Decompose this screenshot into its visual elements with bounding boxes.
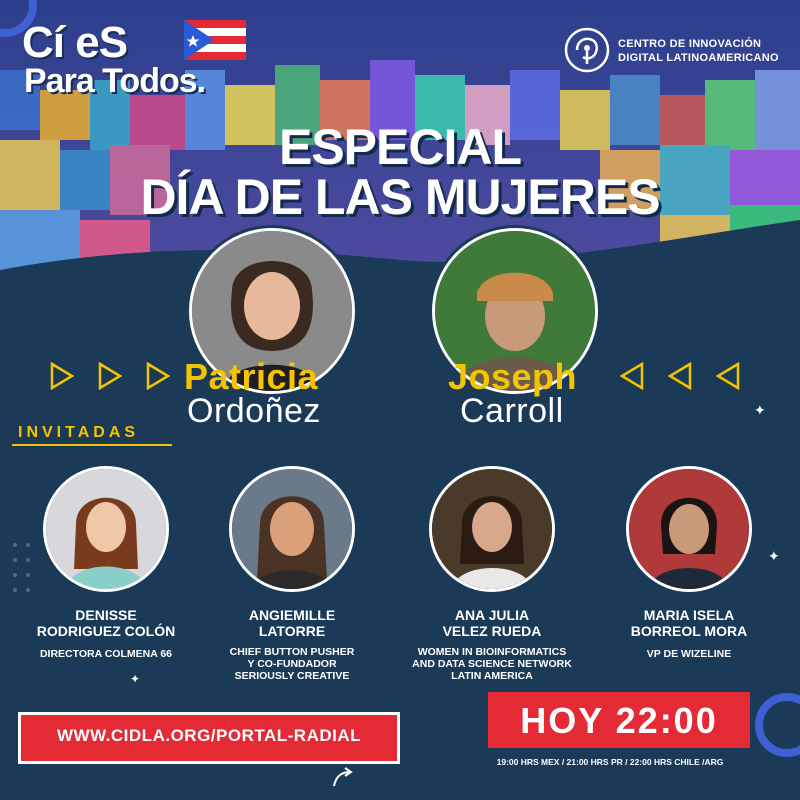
guest-avatar-ana-julia [429,466,555,592]
guest-name-ana-julia [392,607,592,639]
guest-role-line3: SERIOUSLY CREATIVE [234,670,350,682]
guest-name-angiemille [192,607,392,639]
guest-name-line1: MARIA ISELA [643,607,735,623]
headline-line1: ESPECIAL [278,119,522,175]
guest-role-line2: Y CO-FUNDADOR [247,658,337,670]
guest-name-line1: ANA JULIA [454,607,530,623]
headline-line2: DÍA DE LAS MUJERES [140,169,660,225]
url-link[interactable]: WWW.CIDLA.ORG/PORTAL-RADIAL [56,726,362,745]
host-last-name-carroll: Carroll [460,392,564,430]
brand-subtitle: Para Todos. [24,62,206,100]
brand-title: Cí eS [22,18,128,67]
guest-name-maria-isela [589,607,789,639]
arrows-left-icon [618,360,746,392]
organization-line1: CENTRO DE INNOVACIÓN [618,38,762,50]
guest-role-line1: DIRECTORA COLMENA 66 [39,648,173,660]
sparkle-icon: ✦ [130,672,141,686]
guest-name-line2: LATORRE [258,623,326,639]
host-first-name-patricia: Patricia [184,356,319,397]
curved-arrow-icon [330,764,356,790]
host-first-name-joseph: Joseph [448,356,578,397]
guest-name-line1: DENISSE [75,607,137,623]
time-zones: 19:00 HRS MEX / 21:00 HRS PR / 22:00 HRS CHILE /ARG [496,757,724,767]
host-last-name-ordonez: Ordoñez [187,392,321,430]
guest-name-denisse [6,607,206,639]
guests-label-underline [12,444,172,446]
puerto-rico-flag-icon [184,20,246,60]
guest-avatar-denisse [43,466,169,592]
guest-role-line2: AND DATA SCIENCE NETWORK [412,658,572,670]
cidla-brain-logo-icon [563,26,611,74]
guest-name-line2: RODRIGUEZ COLÓN [36,623,176,639]
guest-role-line1: WOMEN IN BIOINFORMATICS [417,646,567,658]
guest-role-angiemille [192,646,392,682]
organization-line2: DIGITAL LATINOAMERICANO [618,52,779,64]
guest-name-line1: ANGIEMILLE [248,607,336,623]
guests-label: INVITADAS [18,424,140,441]
broadcast-time: HOY 22:00 [520,700,718,741]
decor-ring-icon [752,690,800,760]
organization-name [618,37,779,65]
guest-role-line1: CHIEF BUTTON PUSHER [229,646,355,658]
sparkle-icon: ✦ [754,402,766,418]
guest-avatar-angiemille [229,466,355,592]
guest-role-line3: LATIN AMERICA [451,670,533,682]
guest-role-ana-julia [392,646,592,682]
guest-role-denisse [6,648,206,660]
decor-dots-icon [10,540,40,610]
sparkle-icon: ✦ [768,548,780,564]
guest-name-line2: BORREOL MORA [630,623,748,639]
guest-name-line2: VELEZ RUEDA [442,623,542,639]
guest-role-line1: VP DE WIZELINE [646,648,732,660]
guest-avatar-maria-isela [626,466,752,592]
arrows-right-icon [48,360,176,392]
guest-role-maria-isela [589,648,789,660]
